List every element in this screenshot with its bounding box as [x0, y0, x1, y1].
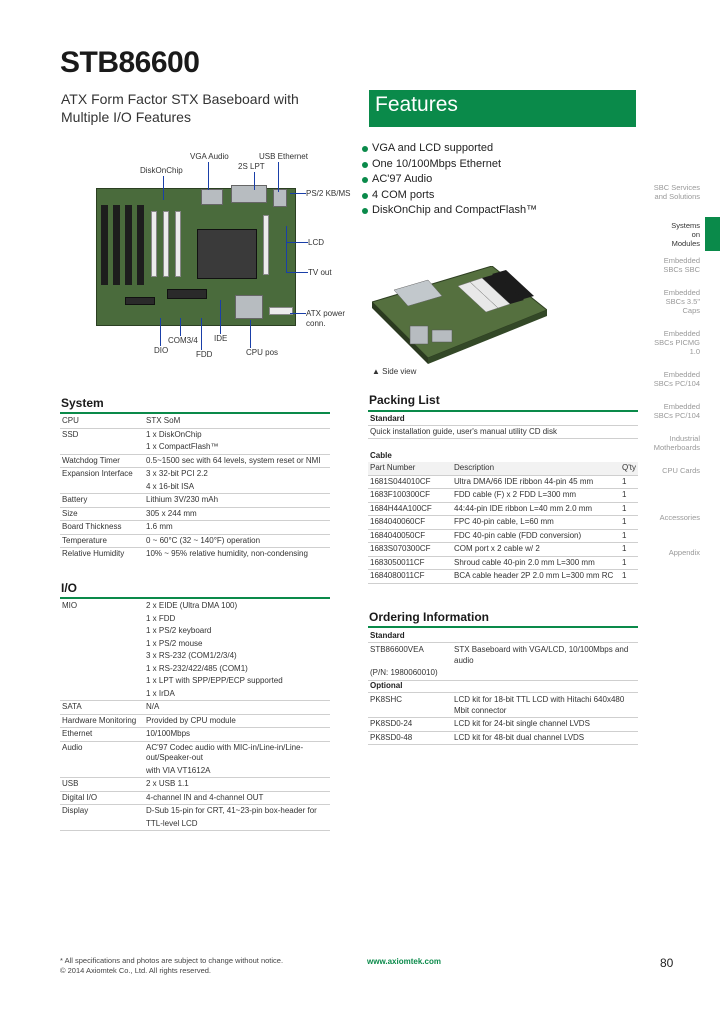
- callout-line: [278, 162, 279, 192]
- sidebar-item[interactable]: Embedded SBCs SBC: [663, 256, 700, 274]
- callout-line: [163, 176, 164, 200]
- sidebar-item-active[interactable]: Systems on Modules: [671, 221, 700, 248]
- sidebar-item[interactable]: Embedded SBCs PC/104: [653, 370, 700, 388]
- cell-qty: 1: [620, 529, 638, 543]
- cell-qty: 1: [620, 556, 638, 570]
- cell-description: LCD kit for 18-bit TTL LCD with Hitachi 640x480 Mbit connector: [452, 694, 638, 718]
- divider: [368, 642, 638, 643]
- table-row: [60, 494, 330, 508]
- cell-description: 44:44-pin IDE ribbon L=40 mm 2.0 mm: [452, 502, 620, 516]
- cell-value: 10/100Mbps: [144, 728, 330, 742]
- cell-part-number: 1684H44A100CF: [368, 502, 452, 516]
- callout-atx-power-conn: conn.: [306, 319, 326, 328]
- table-row: [368, 556, 638, 570]
- isa-slot: [125, 205, 132, 285]
- board-side-view-image: [372, 266, 547, 364]
- cable-table: [368, 462, 638, 584]
- cell-qty: 1: [620, 475, 638, 489]
- footer-disclaimer: * All specifications and photos are subject to change without notice.: [60, 956, 284, 965]
- table-row: [368, 731, 638, 745]
- callout-ps2: PS/2 KB/MS: [306, 189, 351, 198]
- cell-part-number: 1681S044010CF: [368, 475, 452, 489]
- table-row: [60, 650, 330, 663]
- feature-item: VGA and LCD supported: [362, 141, 537, 157]
- ordering-standard-label: Standard: [370, 631, 405, 640]
- footer-url-link[interactable]: www.axiomtek.com: [367, 957, 441, 966]
- table-row: [60, 507, 330, 521]
- table-row: [368, 570, 638, 584]
- table-row: [60, 741, 330, 765]
- cell-part-number: 1683S070300CF: [368, 543, 452, 557]
- divider: [368, 692, 638, 693]
- cell-value: 10% ~ 95% relative humidity, non-condensing: [146, 549, 308, 558]
- cell-value: STX SoM: [144, 415, 330, 428]
- cell-value: 305 x 244 mm: [144, 507, 330, 521]
- cell-qty: 1: [620, 502, 638, 516]
- callout-line: [290, 313, 306, 314]
- cell-part-number: 1683F100300CF: [368, 489, 452, 503]
- subtitle-line-1: ATX Form Factor STX Baseboard with: [61, 91, 299, 107]
- cell-label: USB: [60, 778, 144, 792]
- callout-diskonchip: DiskOnChip: [140, 166, 183, 175]
- table-row: [368, 475, 638, 489]
- cell-label: Temperature: [60, 534, 144, 548]
- callout-lcd: LCD: [308, 238, 325, 247]
- cell-description: FDC 40-pin cable (FDD conversion): [452, 529, 620, 543]
- cell-value: 1 x PS/2 mouse: [146, 638, 203, 648]
- sidebar-item[interactable]: Embedded SBCs PICMG 1.0: [654, 329, 700, 356]
- cell-part-number: 1684080011CF: [368, 570, 452, 584]
- callout-com34: COM3/4: [168, 336, 198, 345]
- cell-description: LCD kit for 24-bit single channel LVDS: [452, 718, 638, 732]
- table-row: [60, 548, 330, 561]
- cell-part-number: 1684040060CF: [368, 516, 452, 530]
- cell-part-number: PK8SD0-24: [368, 718, 452, 732]
- cell-label: [60, 638, 144, 651]
- callout-lpt: 2S LPT: [238, 162, 265, 171]
- cell-label: SATA: [60, 701, 144, 715]
- cell-label: Board Thickness: [60, 521, 144, 535]
- stx-module-socket: [197, 229, 257, 279]
- cell-label: Size: [60, 507, 144, 521]
- cell-label: Display: [62, 806, 89, 815]
- packing-standard-text: Quick installation guide, user's manual utility CD disk: [370, 427, 557, 436]
- cell-value: 1.6 mm: [144, 521, 330, 535]
- column-header: Description: [452, 462, 620, 475]
- cell-value: Lithium 3V/230 mAh: [144, 494, 330, 508]
- sidebar-active-marker: [705, 217, 720, 251]
- callout-line: [180, 318, 181, 336]
- cell-part-number: PK8SHC: [368, 694, 452, 718]
- io-heading: I/O: [61, 581, 78, 595]
- callout-vga-audio: VGA Audio: [190, 152, 229, 161]
- table-row: [60, 625, 330, 638]
- cell-description: STX Baseboard with VGA/LCD, 10/100Mbps and audio: [454, 645, 629, 665]
- table-row: [60, 701, 330, 715]
- callout-ide: IDE: [214, 334, 228, 343]
- cell-description: [452, 667, 638, 680]
- cell-value: 0.5~1500 sec with 64 levels, system reset or NMI: [144, 454, 330, 468]
- side-view-label: ▲ Side view: [372, 367, 417, 376]
- cell-qty: 1: [620, 489, 638, 503]
- callout-line: [286, 272, 308, 273]
- sidebar-item[interactable]: Accessories: [659, 513, 700, 522]
- callout-line: [201, 318, 202, 350]
- product-subtitle: [61, 90, 361, 126]
- io-rule: [60, 597, 330, 599]
- table-row: [60, 791, 330, 805]
- callout-dio: DIO: [154, 346, 169, 355]
- table-row: [60, 638, 330, 651]
- table-header-row: [368, 462, 638, 475]
- cell-part-number: STB86600VEA: [370, 645, 424, 654]
- cell-label: [60, 441, 144, 454]
- cell-value: 4-channel IN and 4-channel OUT: [144, 791, 330, 805]
- table-row: [60, 521, 330, 535]
- cell-label: Ethernet: [60, 728, 144, 742]
- isa-slot: [137, 205, 144, 285]
- callout-usb-ethernet: USB Ethernet: [259, 152, 308, 161]
- ordering-standard-table: [368, 644, 638, 681]
- ide-connector: [167, 289, 207, 299]
- cell-value: 1 x CompactFlash™: [144, 441, 330, 454]
- cell-value: 3 x 32-bit PCI 2.2: [146, 469, 208, 478]
- table-row: [60, 415, 330, 428]
- table-row: [368, 529, 638, 543]
- isa-slot: [101, 205, 108, 285]
- sidebar-item[interactable]: SBC Services and Solutions: [653, 183, 700, 201]
- page-number: 80: [660, 956, 674, 970]
- callout-atx-power: ATX power: [306, 309, 345, 318]
- sidebar-item[interactable]: CPU Cards: [662, 466, 700, 475]
- ordering-rule: [368, 626, 638, 628]
- column-header: Q'ty: [620, 462, 638, 475]
- table-row: [60, 818, 330, 831]
- callout-line: [160, 318, 161, 346]
- table-row: [60, 534, 330, 548]
- footer-copyright: © 2014 Axiomtek Co., Ltd. All rights reserved.: [60, 966, 212, 975]
- footer-notes: [60, 956, 283, 976]
- table-row: [60, 468, 330, 481]
- callout-line: [254, 172, 255, 190]
- cell-qty: 1: [620, 570, 638, 584]
- callout-line: [286, 226, 287, 272]
- fdd-connector: [125, 297, 155, 305]
- callout-line: [290, 193, 306, 194]
- cpu-heatsink: [235, 295, 263, 319]
- packing-cable-label: Cable: [370, 451, 392, 460]
- cell-description: Ultra DMA/66 IDE ribbon 44-pin 45 mm: [452, 475, 620, 489]
- pci-slot: [163, 211, 169, 277]
- cell-value: AC'97 Codec audio with MIC-in/Line-in/Line-out/Speaker-out: [146, 742, 304, 762]
- cell-value: 0 ~ 60°C (32 ~ 140°F) operation: [144, 534, 330, 548]
- callout-line: [208, 162, 209, 190]
- cell-label: [60, 688, 144, 701]
- cell-value: 3 x RS-232 (COM1/2/3/4): [146, 651, 237, 660]
- callout-cpu: CPU pos: [246, 348, 279, 357]
- pci-slot: [151, 211, 157, 277]
- ordering-optional-label: Optional: [370, 681, 403, 690]
- cell-part-number: (P/N: 1980060010): [368, 667, 452, 680]
- cell-label: Expansion Interface: [62, 469, 133, 478]
- packing-rule: [368, 410, 638, 412]
- callout-tvout: TV out: [308, 268, 332, 277]
- table-row: [60, 714, 330, 728]
- sidebar-nav: [650, 183, 700, 213]
- cell-label: MIO: [62, 601, 78, 610]
- isa-slot: [113, 205, 120, 285]
- cell-label: Watchdog Timer: [60, 454, 144, 468]
- table-row: [368, 644, 638, 667]
- cell-description: BCA cable header 2P 2.0 mm L=300 mm RC: [452, 570, 620, 584]
- cell-description: Shroud cable 40-pin 2.0 mm L=300 mm: [452, 556, 620, 570]
- cell-description: COM port x 2 cable w/ 2: [452, 543, 620, 557]
- cell-label: [60, 675, 144, 688]
- table-row: [60, 675, 330, 688]
- ordering-heading: Ordering Information: [369, 610, 489, 624]
- cell-value: with VIA VT1612A: [144, 765, 330, 778]
- cell-value: 1 x LPT with SPP/EPP/ECP supported: [146, 676, 283, 685]
- subtitle-line-2: Multiple I/O Features: [61, 109, 191, 125]
- table-row: [60, 728, 330, 742]
- cell-value: 1 x PS/2 keyboard: [146, 626, 212, 635]
- table-row: [60, 688, 330, 701]
- feature-item: 4 COM ports: [362, 188, 537, 204]
- cell-label: [60, 650, 144, 663]
- cell-value: 1 x DiskOnChip: [146, 429, 202, 439]
- cell-qty: 1: [620, 543, 638, 557]
- cell-value: Provided by CPU module: [144, 714, 330, 728]
- cell-description: FDD cable (F) x 2 FDD L=300 mm: [452, 489, 620, 503]
- cell-description: LCD kit for 48-bit dual channel LVDS: [452, 731, 638, 745]
- cell-value: 4 x 16-bit ISA: [144, 481, 330, 494]
- vga-connector: [201, 189, 223, 205]
- column-header: Part Number: [368, 462, 452, 475]
- cell-value: N/A: [144, 701, 330, 715]
- cell-label: [60, 625, 144, 638]
- features-list: [362, 141, 537, 219]
- cell-label: [60, 613, 144, 626]
- table-row: [60, 441, 330, 454]
- callout-line: [250, 320, 251, 348]
- cell-label: [60, 818, 144, 831]
- table-row: [368, 694, 638, 718]
- callout-line: [220, 300, 221, 334]
- cell-part-number: 1683050011CF: [368, 556, 452, 570]
- product-title: STB86600: [60, 46, 200, 79]
- table-row: [368, 489, 638, 503]
- sidebar-item[interactable]: Embedded SBCs PC/104: [653, 402, 700, 420]
- callout-line: [286, 242, 308, 243]
- cell-part-number: 1684040050CF: [368, 529, 452, 543]
- sidebar-nav-lower: [650, 256, 700, 569]
- cell-value: 2 x USB 1.1: [144, 778, 330, 792]
- cell-description: FPC 40-pin cable, L=60 mm: [452, 516, 620, 530]
- cell-value: TTL-level LCD: [144, 818, 330, 831]
- feature-item: One 10/100Mbps Ethernet: [362, 157, 537, 173]
- memory-slot: [263, 215, 269, 275]
- table-row: [368, 516, 638, 530]
- table-row: [368, 502, 638, 516]
- cell-label: Audio: [62, 742, 83, 752]
- features-heading: Features: [369, 90, 636, 127]
- io-table: [60, 600, 330, 831]
- cell-value: 2 x EIDE (Ultra DMA 100): [146, 601, 238, 610]
- cell-label: CPU: [60, 415, 144, 428]
- cell-label: Digital I/O: [60, 791, 144, 805]
- table-row: [60, 454, 330, 468]
- cell-label: [60, 663, 144, 676]
- system-heading: System: [61, 396, 104, 410]
- cell-label: Relative Humidity: [62, 549, 125, 558]
- table-row: [60, 663, 330, 676]
- cell-label: [60, 765, 144, 778]
- table-row: [60, 805, 330, 818]
- table-row: [60, 481, 330, 494]
- feature-item: DiskOnChip and CompactFlash™: [362, 203, 537, 219]
- divider: [368, 425, 638, 426]
- table-row: [60, 428, 330, 441]
- table-row: [60, 778, 330, 792]
- sidebar-item[interactable]: Appendix: [668, 548, 700, 557]
- cell-label: SSD: [62, 429, 79, 439]
- cell-label: Hardware Monitoring: [60, 714, 144, 728]
- cell-part-number: PK8SD0-48: [368, 731, 452, 745]
- usb-connector: [273, 189, 287, 207]
- divider: [368, 438, 638, 439]
- board-top-view-image: [96, 188, 296, 326]
- packing-standard-label: Standard: [370, 414, 405, 423]
- pci-slot: [175, 211, 181, 277]
- cell-qty: 1: [620, 516, 638, 530]
- cell-value: 1 x IrDA: [144, 688, 330, 701]
- cell-label: Battery: [60, 494, 144, 508]
- table-row: [60, 613, 330, 626]
- sidebar-item[interactable]: Industrial Motherboards: [653, 434, 700, 452]
- cell-value: 1 x FDD: [146, 613, 176, 623]
- callout-fdd: FDD: [196, 350, 213, 359]
- table-row: [60, 600, 330, 613]
- lpt-connector: [231, 185, 267, 203]
- system-rule: [60, 412, 330, 414]
- feature-item: AC'97 Audio: [362, 172, 537, 188]
- cell-value: 1 x RS-232/422/485 (COM1): [146, 663, 248, 673]
- packing-heading: Packing List: [369, 393, 440, 407]
- system-table: [60, 415, 330, 561]
- cell-label: [60, 481, 144, 494]
- table-row: [368, 543, 638, 557]
- cell-value: D-Sub 15-pin for CRT, 41~23-pin box-header for: [146, 806, 317, 815]
- table-row: [60, 765, 330, 778]
- ordering-optional-table: [368, 694, 638, 745]
- table-row: [368, 718, 638, 732]
- sidebar-item[interactable]: Embedded SBCs 3.5" Caps: [663, 288, 700, 315]
- table-row: [368, 667, 638, 680]
